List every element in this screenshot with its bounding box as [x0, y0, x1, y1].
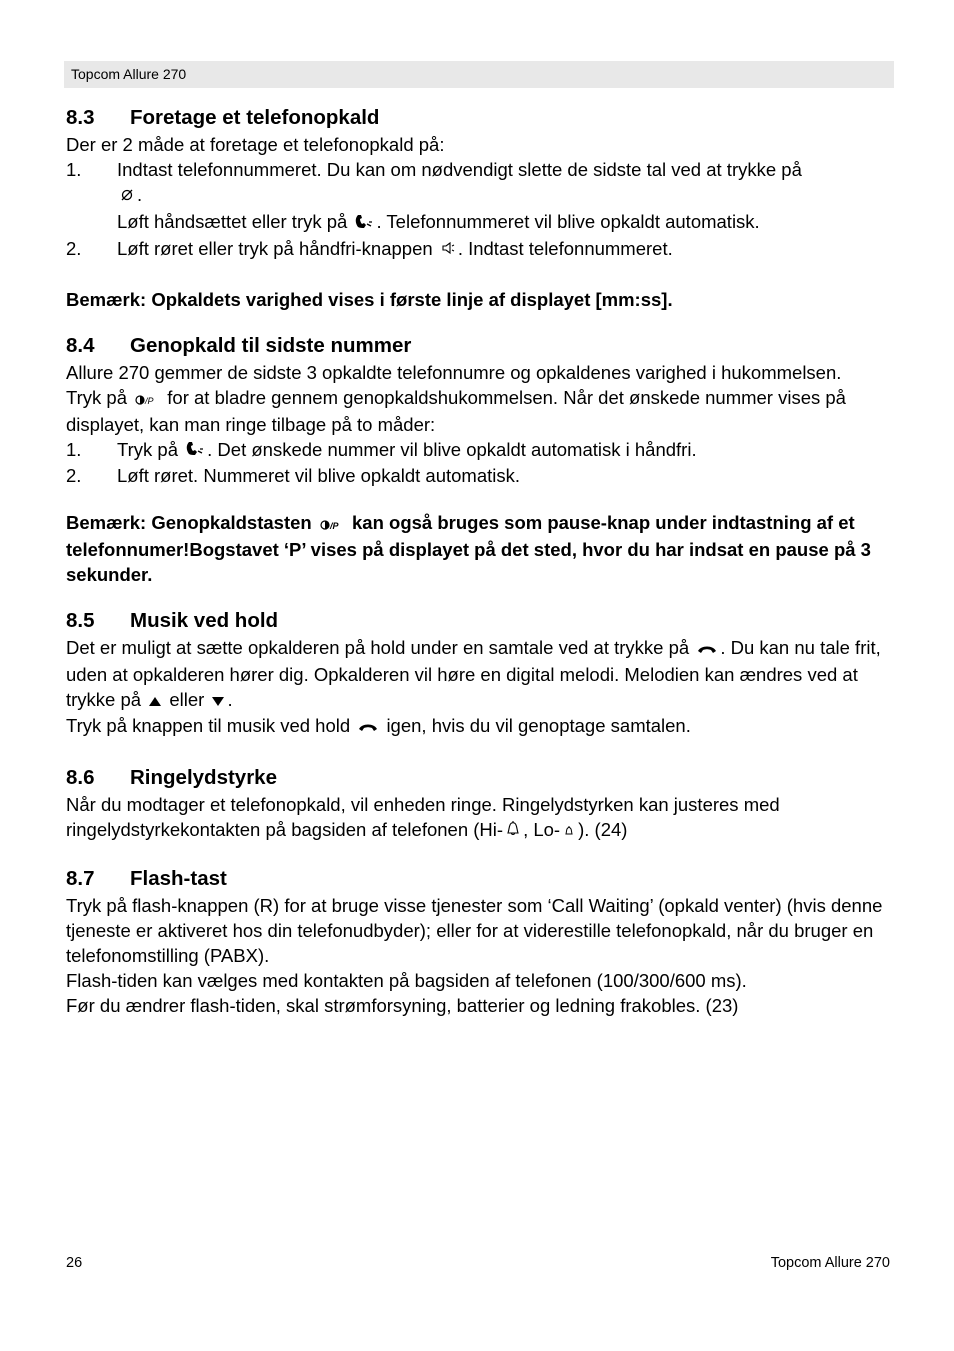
paragraph-text: Tryk på knappen til musik ved hold — [66, 715, 351, 737]
down-arrow-icon — [211, 688, 225, 713]
paragraph — [66, 385, 892, 437]
redial-label: /P — [145, 395, 154, 406]
list-item — [66, 236, 892, 263]
section-number: 8.3 — [66, 106, 95, 129]
section-number: 8.7 — [66, 867, 95, 891]
note-text: Bemærk: Genopkaldstasten — [66, 512, 312, 534]
list-item — [66, 157, 892, 236]
redial-label: /P — [329, 521, 339, 532]
section-title: Foretage et telefonopkald — [130, 106, 380, 129]
paragraph: Flash-tiden kan vælges med kontakten på bagsiden af telefonen (100/300/600 ms). — [66, 970, 747, 992]
note-text: kan også bruges som pause-knap under indtastning af et telefonnumer!Bogstavet ‘P’ vises på displayet på det sted, hvor du har indsat en pause på 3 sekunder. — [66, 512, 871, 586]
list-number: 1. — [66, 438, 82, 460]
handsfree-call-icon — [185, 438, 205, 463]
paragraph: Tryk på flash-knappen (R) for at bruge visse tjenester som ‘Call Waiting’ (opkald venter) (hvis denne tjeneste er aktiveret hos din telefonudbyder); eller for at viderestille telefonopkald, når du bruger en telefonomstilling (PABX). — [66, 895, 883, 967]
paragraph: Før du ændrer flash-tiden, skal strømforsyning, batterier og ledning frakobles. (23) — [66, 995, 739, 1017]
section-number: 8.4 — [66, 334, 95, 358]
section-title: Musik ved hold — [130, 609, 279, 633]
list-text: Tryk på — [117, 438, 178, 460]
footer-page-number: 26 — [66, 1255, 83, 1271]
list-text: Løft røret eller tryk på håndfri-knappen — [117, 237, 433, 259]
list-number: 2. — [66, 237, 82, 259]
list-text: Løft håndsættet eller tryk på — [117, 211, 348, 232]
speaker-icon — [440, 237, 456, 262]
hold-icon — [357, 715, 379, 740]
section-heading-8-5 — [66, 607, 892, 635]
redial-pause-icon — [134, 387, 160, 412]
note: Bemærk: Opkaldets varighed vises i første linje af displayet [mm:ss]. — [66, 289, 673, 311]
list-text: . Det ønskede nummer vil blive opkaldt automatisk i håndfri. — [207, 438, 697, 460]
list-text: . Telefonnummeret vil blive opkaldt automatisk. — [376, 211, 760, 232]
up-arrow-icon — [148, 688, 162, 713]
paragraph-text: eller — [169, 688, 205, 710]
paragraph-text: for at bladre gennem genopkaldshukommelsen. Når det ønskede nummer vises på displayet, kan man ringe tilbage på to måder: — [66, 387, 846, 435]
handsfree-call-icon — [354, 211, 374, 236]
header-bar — [64, 61, 894, 88]
section-title: Ringelydstyrke — [130, 765, 277, 789]
paragraph — [66, 713, 892, 740]
redial-pause-icon — [319, 512, 345, 537]
section-title: Flash-tast — [130, 867, 227, 891]
page-content — [66, 104, 892, 1018]
bell-small-icon — [562, 818, 576, 843]
paragraph — [66, 635, 892, 713]
header-title: Topcom Allure 270 — [71, 66, 187, 82]
paragraph: Allure 270 gemmer de sidste 3 opkaldte telefonnumre og opkaldenes varighed i hukommelsen. — [66, 362, 842, 384]
hold-icon — [696, 637, 718, 662]
list-item — [66, 437, 892, 464]
bell-large-icon — [505, 818, 521, 843]
list-number: 2. — [66, 465, 82, 487]
note — [66, 510, 892, 587]
delete-icon — [119, 184, 135, 209]
paragraph-text: Når du modtager et telefonopkald, vil enheden ringe. Ringelydstyrken kan justeres med ringelydstyrkekontakten på bagsiden af telefonen (Hi- — [66, 793, 780, 840]
list-text: . Indtast telefonnummeret. — [457, 237, 673, 259]
paragraph-text: ). (24) — [578, 818, 628, 840]
list-text-end: . — [137, 184, 143, 205]
section-number: 8.5 — [66, 609, 95, 633]
list-item — [66, 463, 892, 488]
paragraph-text: . — [227, 688, 233, 710]
paragraph — [66, 792, 892, 844]
paragraph-text: Det er muligt at sætte opkalderen på hold under en samtale ved at trykke på — [66, 637, 690, 659]
section-title: Genopkald til sidste nummer — [130, 334, 412, 358]
paragraph-text: , Lo- — [523, 818, 561, 840]
section-heading-8-4 — [66, 332, 892, 360]
list-text: Løft røret. Nummeret vil blive opkaldt automatisk. — [117, 465, 521, 487]
list-text: Indtast telefonnummeret. Du kan om nødvendigt slette de sidste tal ved at trykke på — [117, 159, 802, 180]
section-heading-8-6 — [66, 764, 892, 792]
section-heading-8-3 — [66, 104, 892, 132]
list-number: 1. — [66, 159, 82, 180]
paragraph-text: . Du kan nu tale frit, uden at opkalderen hører dig. Opkalderen vil høre en digital melodi. Melodien kan ændres ved at trykke på — [66, 637, 881, 710]
paragraph-text: Tryk på — [66, 387, 127, 409]
section-number: 8.6 — [66, 765, 95, 789]
section-heading-8-7 — [66, 865, 892, 893]
footer-title: Topcom Allure 270 — [770, 1255, 890, 1271]
paragraph: Der er 2 måde at foretage et telefonopkald på: — [66, 134, 445, 155]
paragraph-text: igen, hvis du vil genoptage samtalen. — [386, 715, 691, 737]
